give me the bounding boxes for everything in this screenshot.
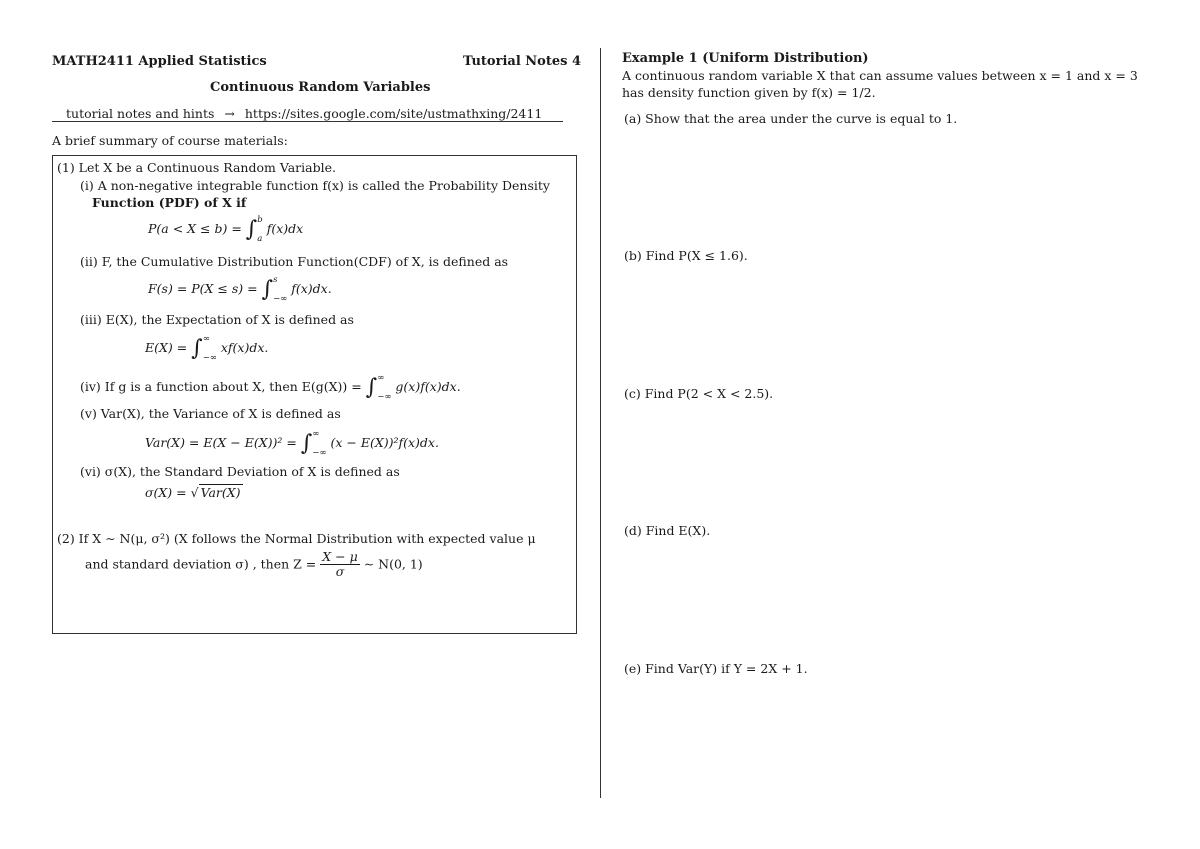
- column-divider: [600, 48, 601, 798]
- ii-formula-lhs: F(s) = P(X ≤ s) =: [148, 281, 258, 296]
- example-desc-line1: A continuous random variable X that can assume values between x = 1 and x = 3: [622, 68, 1138, 83]
- iii-formula-integrand: xf(x)dx.: [220, 340, 269, 355]
- integral-limits: ∞ −∞: [377, 373, 392, 402]
- p2-line2-text: and standard deviation σ) , then Z =: [85, 556, 317, 572]
- integral-icon: ∫: [365, 374, 378, 400]
- summary-p2-line2: [85, 550, 423, 580]
- arrow-icon: →: [224, 106, 235, 121]
- i-formula-lhs: P(a < X ≤ b) =: [148, 221, 242, 236]
- v-formula-lhs: Var(X) = E(X − E(X))² =: [145, 435, 297, 450]
- sqrt-expression: √ Var(X): [190, 485, 241, 500]
- link-line: [66, 106, 542, 121]
- link-prefix: tutorial notes and hints: [66, 106, 215, 121]
- summary-p2-line1: (2) If X ∼ N(μ, σ²) (X follows the Normal Distribution with expected value μ: [57, 531, 536, 546]
- question-b: (b) Find P(X ≤ 1.6).: [624, 248, 748, 263]
- iv-formula-integrand: g(x)f(x)dx.: [395, 379, 461, 394]
- integral-icon: ∫: [191, 335, 203, 361]
- summary-iii-line: (iii) E(X), the Expectation of X is defined as: [80, 312, 354, 327]
- integral-limits: ∞ −∞: [202, 334, 217, 363]
- question-a: (a) Show that the area under the curve is equal to 1.: [624, 111, 958, 126]
- question-d: (d) Find E(X).: [624, 523, 711, 538]
- summary-i-line1: (i) A non-negative integrable function f(x) is called the Probability Density: [80, 178, 550, 193]
- vi-formula-lhs: σ(X) =: [145, 485, 187, 500]
- ii-formula-integrand: f(x)dx.: [291, 281, 332, 296]
- summary-vi-formula: [145, 485, 243, 500]
- summary-iii-formula: [145, 335, 268, 362]
- header-divider: [52, 121, 563, 122]
- integral-icon: ∫: [261, 276, 274, 302]
- integral-limits: ∞ −∞: [312, 429, 327, 458]
- subtitle: Continuous Random Variables: [210, 80, 431, 95]
- summary-p1-intro: (1) Let X be a Continuous Random Variable.: [57, 160, 336, 175]
- p2-tail: ∼ N(0, 1): [363, 556, 423, 572]
- z-fraction: [320, 550, 359, 580]
- summary-i-line2: Function (PDF) of X if: [92, 195, 247, 210]
- question-c: (c) Find P(2 < X < 2.5).: [624, 386, 774, 401]
- integral-limits: s −∞: [273, 275, 288, 304]
- summary-v-formula: [145, 430, 439, 457]
- summary-ii-line: (ii) F, the Cumulative Distribution Function(CDF) of X, is defined as: [80, 254, 509, 269]
- iii-formula-lhs: E(X) =: [145, 340, 188, 355]
- v-formula-integrand: (x − E(X))²f(x)dx.: [330, 435, 439, 450]
- course-title: MATH2411 Applied Statistics: [52, 54, 267, 69]
- summary-vi-line: (vi) σ(X), the Standard Deviation of X is defined as: [80, 464, 400, 479]
- summary-iv-line: [80, 374, 461, 401]
- link-url[interactable]: https://sites.google.com/site/ustmathxing/2411: [244, 106, 543, 121]
- z-denominator: σ: [335, 564, 345, 580]
- summary-i-formula: [148, 216, 303, 243]
- integral-icon: ∫: [300, 430, 313, 456]
- summary-ii-formula: [148, 276, 332, 303]
- example-desc-line2: has density function given by f(x) = 1/2.: [622, 85, 876, 100]
- example-title: Example 1 (Uniform Distribution): [622, 51, 869, 66]
- notes-number: Tutorial Notes 4: [463, 54, 582, 69]
- integral-limits: b a: [257, 215, 263, 244]
- question-e: (e) Find Var(Y) if Y = 2X + 1.: [624, 661, 808, 676]
- z-numerator: X − μ: [322, 549, 358, 564]
- integral-icon: ∫: [245, 216, 258, 242]
- iv-line-text: (iv) If g is a function about X, then E(g(X)) =: [80, 379, 362, 394]
- summary-intro: A brief summary of course materials:: [52, 133, 288, 148]
- summary-v-line: (v) Var(X), the Variance of X is defined as: [80, 406, 341, 421]
- i-formula-integrand: f(x)dx: [266, 221, 304, 236]
